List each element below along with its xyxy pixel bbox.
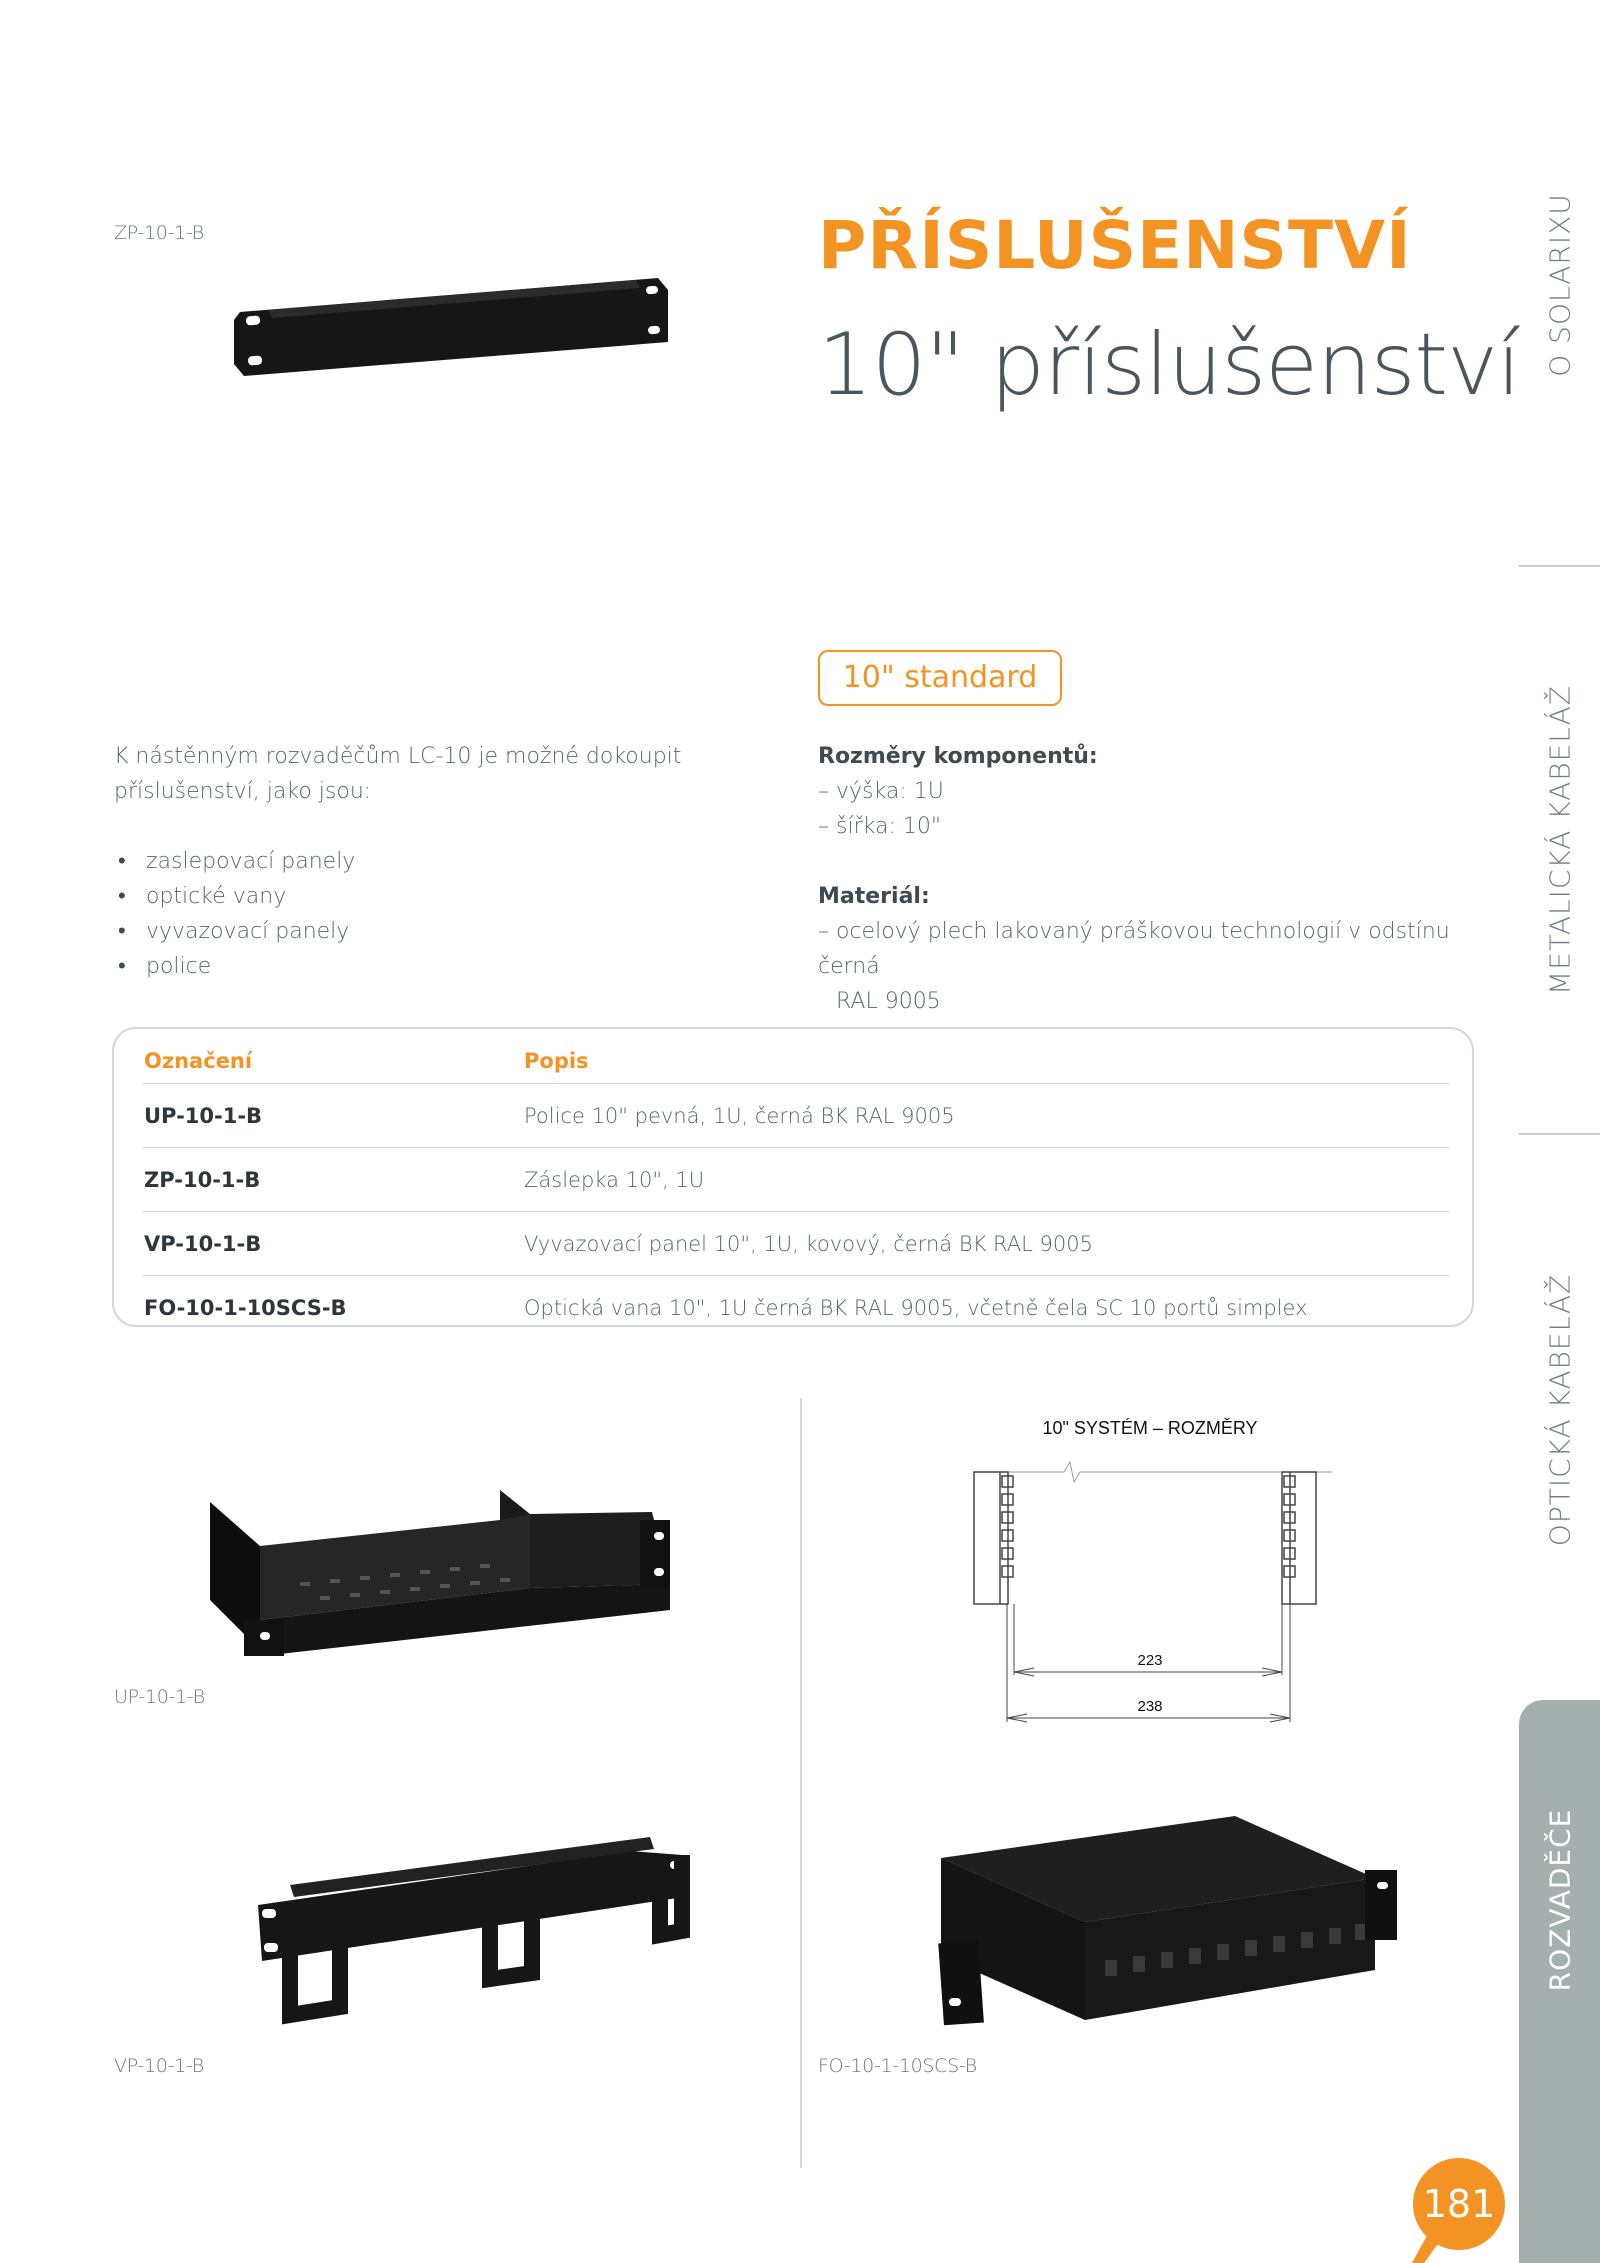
column-header-desc: Popis bbox=[524, 1049, 589, 1073]
tab-label: ROZVADĚČE bbox=[1543, 1808, 1576, 1992]
standard-badge: 10" standard bbox=[818, 650, 1062, 706]
column-divider bbox=[800, 1398, 802, 2168]
table-row bbox=[142, 1084, 1450, 1148]
tab-divider bbox=[1519, 565, 1600, 567]
accessory-list bbox=[114, 844, 355, 984]
fiber-tray-image bbox=[935, 1810, 1405, 2030]
tab-label: OPTICKÁ KABELÁŽ bbox=[1543, 1273, 1576, 1547]
product-caption-blank-panel: ZP-10-1-B bbox=[114, 222, 204, 244]
tab-o-solarixu[interactable] bbox=[1519, 180, 1600, 390]
dims-width: – šířka: 10" bbox=[818, 814, 941, 839]
dim-outer-label: 238 bbox=[1137, 1698, 1163, 1715]
row-desc: Optická vana 10", 1U černá BK RAL 9005, včetně čela SC 10 portů simplex bbox=[524, 1296, 1308, 1320]
tab-opticka-kabelaz[interactable] bbox=[1519, 1240, 1600, 1580]
tab-divider bbox=[1519, 1133, 1600, 1135]
row-code: ZP-10-1-B bbox=[144, 1168, 261, 1192]
row-desc: Police 10" pevná, 1U, černá BK RAL 9005 bbox=[524, 1104, 955, 1128]
row-desc: Záslepka 10", 1U bbox=[524, 1168, 705, 1192]
row-code: FO-10-1-10SCS-B bbox=[144, 1296, 347, 1320]
dims-height: – výška: 1U bbox=[818, 779, 944, 804]
material-line: – ocelový plech lakovaný práškovou technologií v odstínu černá bbox=[818, 919, 1450, 979]
category-heading: PŘÍSLUŠENSTVÍ bbox=[818, 207, 1412, 284]
intro-text: K nástěnným rozvaděčům LC-10 je možné dokoupit příslušenství, jako jsou: bbox=[114, 744, 682, 804]
row-desc: Vyvazovací panel 10", 1U, kovový, černá BK RAL 9005 bbox=[524, 1232, 1093, 1256]
material-title: Materiál: bbox=[818, 884, 930, 909]
row-code: UP-10-1-B bbox=[144, 1104, 263, 1128]
diagram-title: 10" SYSTÉM – ROZMĚRY bbox=[1042, 1418, 1258, 1438]
product-table bbox=[112, 1027, 1474, 1327]
product-caption-cable-panel: VP-10-1-B bbox=[114, 2055, 204, 2077]
page-number: 181 bbox=[1413, 2158, 1505, 2250]
dimensions-diagram bbox=[960, 1410, 1360, 1740]
shelf-image bbox=[200, 1480, 680, 1660]
table-header bbox=[142, 1043, 1450, 1084]
row-code: VP-10-1-B bbox=[144, 1232, 262, 1256]
dim-inner-label: 223 bbox=[1137, 1652, 1163, 1669]
tab-label: O SOLARIXU bbox=[1543, 193, 1576, 377]
list-item: • vyvazovací panely bbox=[114, 914, 355, 949]
tab-metalicka-kabelaz[interactable] bbox=[1519, 660, 1600, 1020]
list-item: • optické vany bbox=[114, 879, 355, 914]
table-row bbox=[142, 1276, 1450, 1339]
blank-panel-image bbox=[228, 268, 672, 386]
product-caption-shelf: UP-10-1-B bbox=[114, 1686, 205, 1708]
table-row bbox=[142, 1212, 1450, 1276]
table-row bbox=[142, 1148, 1450, 1212]
tab-rozvadece[interactable] bbox=[1519, 1700, 1600, 2263]
page-title: 10" příslušenství bbox=[818, 315, 1520, 415]
list-item: • zaslepovací panely bbox=[114, 844, 355, 879]
dims-title: Rozměry komponentů: bbox=[818, 744, 1098, 769]
product-caption-fiber-tray: FO-10-1-10SCS-B bbox=[818, 2055, 977, 2077]
list-item: • police bbox=[114, 949, 355, 984]
cable-panel-image bbox=[250, 1825, 690, 2025]
column-header-code: Označení bbox=[144, 1049, 253, 1073]
material-line: RAL 9005 bbox=[836, 989, 941, 1014]
tab-label: METALICKÁ KABELÁŽ bbox=[1543, 685, 1576, 995]
specs-block bbox=[818, 739, 1478, 1019]
